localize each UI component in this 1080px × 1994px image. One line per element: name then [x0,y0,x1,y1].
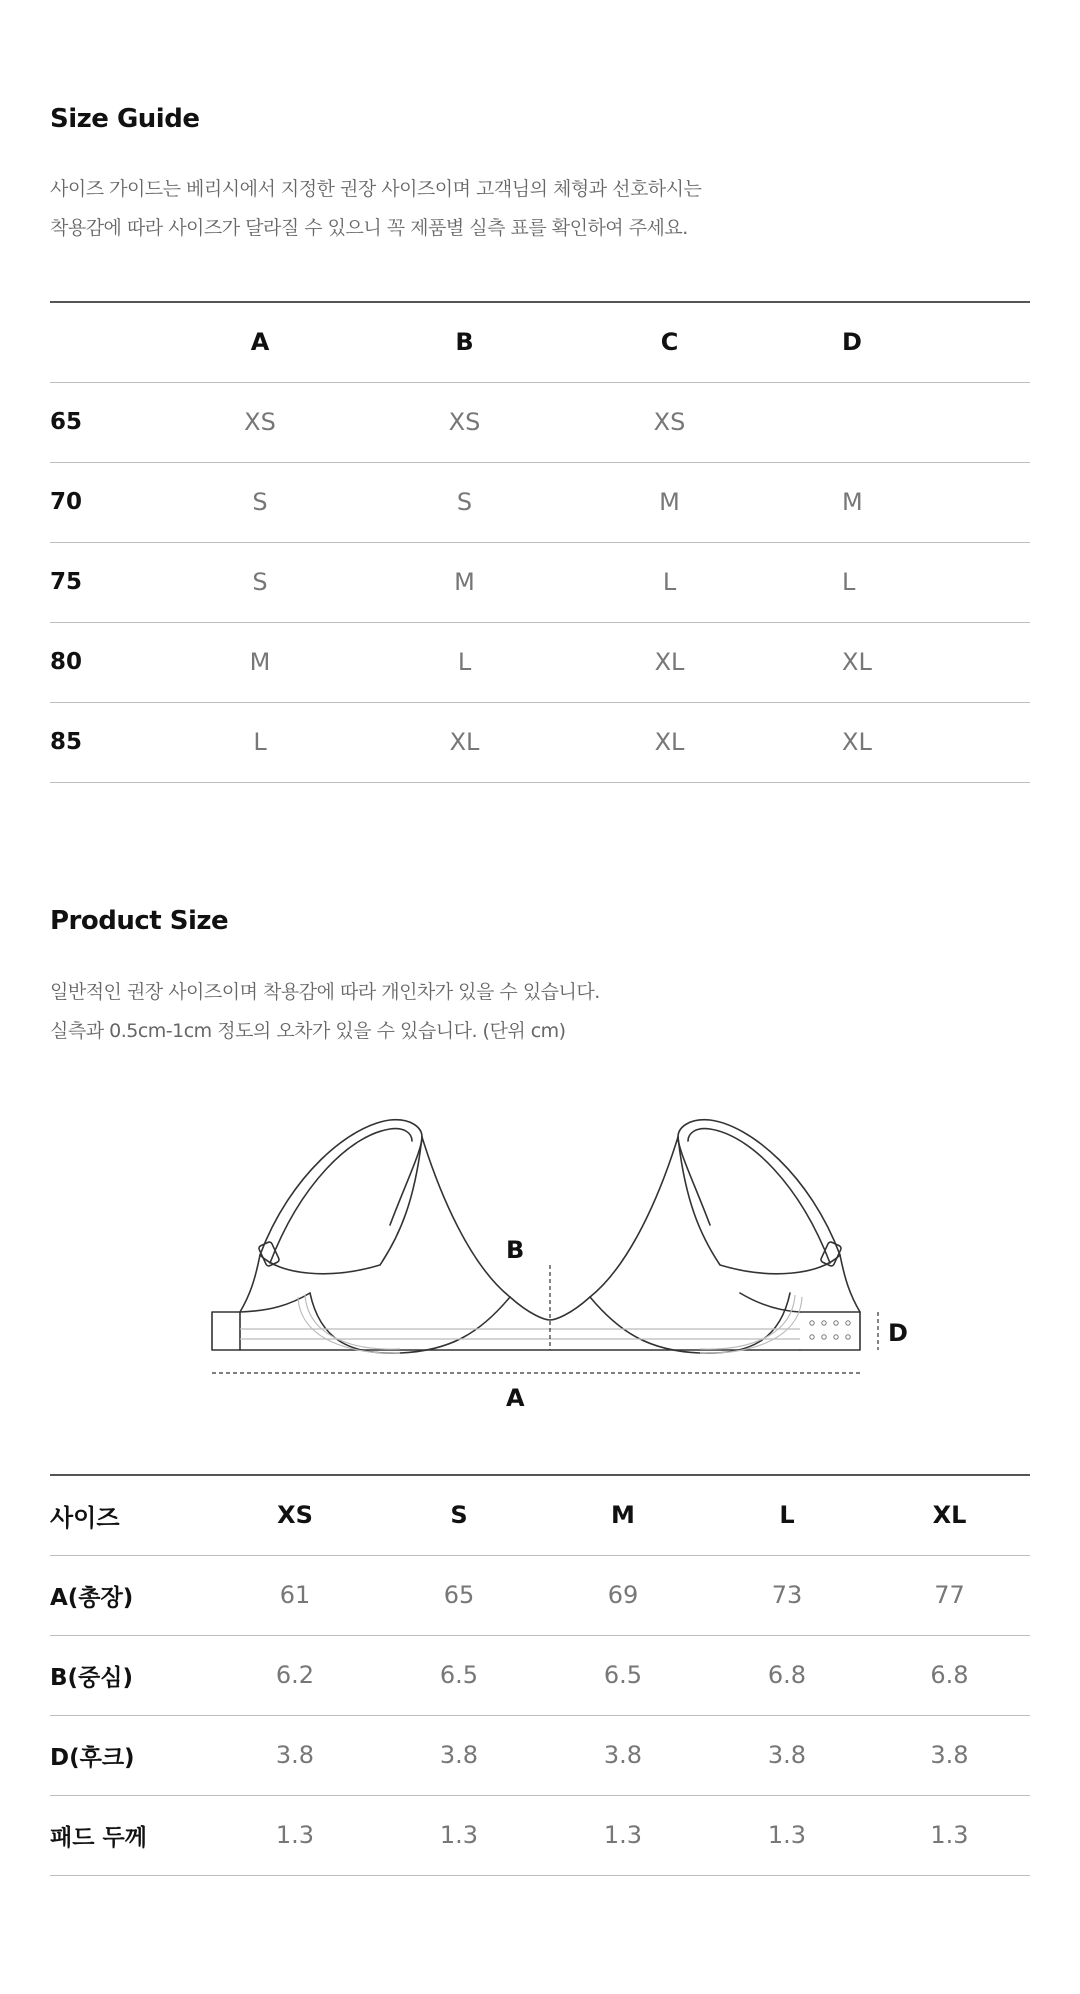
table-cell: S [158,542,362,622]
table-cell: 1.3 [869,1795,1030,1875]
table-cell: M [362,542,567,622]
table-cell: XL [772,702,1030,782]
row-label: 패드 두께 [50,1795,213,1875]
table-row [50,702,1030,782]
product-size-desc-line1: 일반적인 권장 사이즈이며 착용감에 따라 개인차가 있을 수 있습니다. [50,981,600,1003]
table-cell: M [567,462,772,542]
table-cell: L [158,702,362,782]
right-cup-neck [590,1137,678,1297]
table-row [50,1635,1030,1715]
product-size-section [50,906,1030,936]
left-cup-neck [422,1137,510,1297]
header-cell-c: C [567,302,772,382]
size-guide-table [50,301,1030,783]
header-cell-a: A [158,302,362,382]
table-cell: 3.8 [213,1715,377,1795]
bra-measurement-diagram [200,1115,920,1420]
table-cell: XL [772,622,1030,702]
table-cell: 3.8 [541,1715,705,1795]
table-cell: 6.5 [541,1635,705,1715]
diagram-label-a: A [506,1384,525,1412]
table-cell [772,382,1030,462]
table-row [50,382,1030,462]
header-cell-size: 사이즈 [50,1475,213,1555]
table-cell: L [772,542,1030,622]
header-cell [50,302,158,382]
table-header-row [50,1475,1030,1555]
band-cell: 80 [50,622,158,702]
band-cell: 65 [50,382,158,462]
product-size-description [50,973,1030,1051]
table-cell: 1.3 [705,1795,869,1875]
row-label: D(후크) [50,1715,213,1795]
table-cell: 1.3 [213,1795,377,1875]
header-cell-d: D [772,302,1030,382]
band-cell: 85 [50,702,158,782]
size-guide-section [50,104,1030,134]
table-cell: 61 [213,1555,377,1635]
table-cell: L [567,542,772,622]
hook-panel [800,1312,860,1350]
table-cell: XS [158,382,362,462]
table-cell: M [158,622,362,702]
table-cell: 1.3 [377,1795,541,1875]
table-cell: 1.3 [541,1795,705,1875]
table-cell: 6.8 [869,1635,1030,1715]
size-guide-desc-line2: 착용감에 따라 사이즈가 달라질 수 있으니 꼭 제품별 실측 표를 확인하여 주세요. [50,217,688,239]
table-cell: L [362,622,567,702]
size-guide-desc-line1: 사이즈 가이드는 베리시에서 지정한 권장 사이즈이며 고객님의 체형과 선호하시는 [50,178,702,200]
header-cell-m: M [541,1475,705,1555]
table-row [50,462,1030,542]
table-row [50,622,1030,702]
table-cell: 69 [541,1555,705,1635]
size-guide-description [50,170,1030,248]
table-cell: XS [362,382,567,462]
band-cell: 70 [50,462,158,542]
table-cell: S [362,462,567,542]
header-cell-xl: XL [869,1475,1030,1555]
diagram-label-b: B [506,1236,525,1264]
table-cell: 6.5 [377,1635,541,1715]
product-size-desc-line2: 실측과 0.5cm-1cm 정도의 오차가 있을 수 있습니다. (단위 cm) [50,1020,566,1042]
table-cell: 77 [869,1555,1030,1635]
header-cell-xs: XS [213,1475,377,1555]
diagram-label-d: D [888,1319,908,1347]
band-right-top [740,1293,800,1312]
row-label: B(중심) [50,1635,213,1715]
right-cup-bottom [590,1293,790,1353]
row-label: A(총장) [50,1555,213,1635]
table-cell: XL [567,702,772,782]
header-cell-b: B [362,302,567,382]
table-cell: XL [567,622,772,702]
table-cell: XL [362,702,567,782]
table-cell: XS [567,382,772,462]
table-cell: 6.2 [213,1635,377,1715]
band-cell: 75 [50,542,158,622]
band-left-end [212,1312,240,1350]
table-cell: 65 [377,1555,541,1635]
table-cell: M [772,462,1030,542]
table-row [50,1795,1030,1875]
table-row [50,542,1030,622]
table-header-row [50,302,1030,382]
table-cell: 6.8 [705,1635,869,1715]
left-cup-bottom [310,1293,510,1353]
table-cell: S [158,462,362,542]
size-guide-title: Size Guide [50,104,200,134]
product-size-title: Product Size [50,906,229,936]
table-cell: 3.8 [377,1715,541,1795]
table-cell: 73 [705,1555,869,1635]
table-row [50,1555,1030,1635]
table-row [50,1715,1030,1795]
product-size-table [50,1474,1030,1876]
table-cell: 3.8 [705,1715,869,1795]
table-cell: 3.8 [869,1715,1030,1795]
header-cell-l: L [705,1475,869,1555]
header-cell-s: S [377,1475,541,1555]
